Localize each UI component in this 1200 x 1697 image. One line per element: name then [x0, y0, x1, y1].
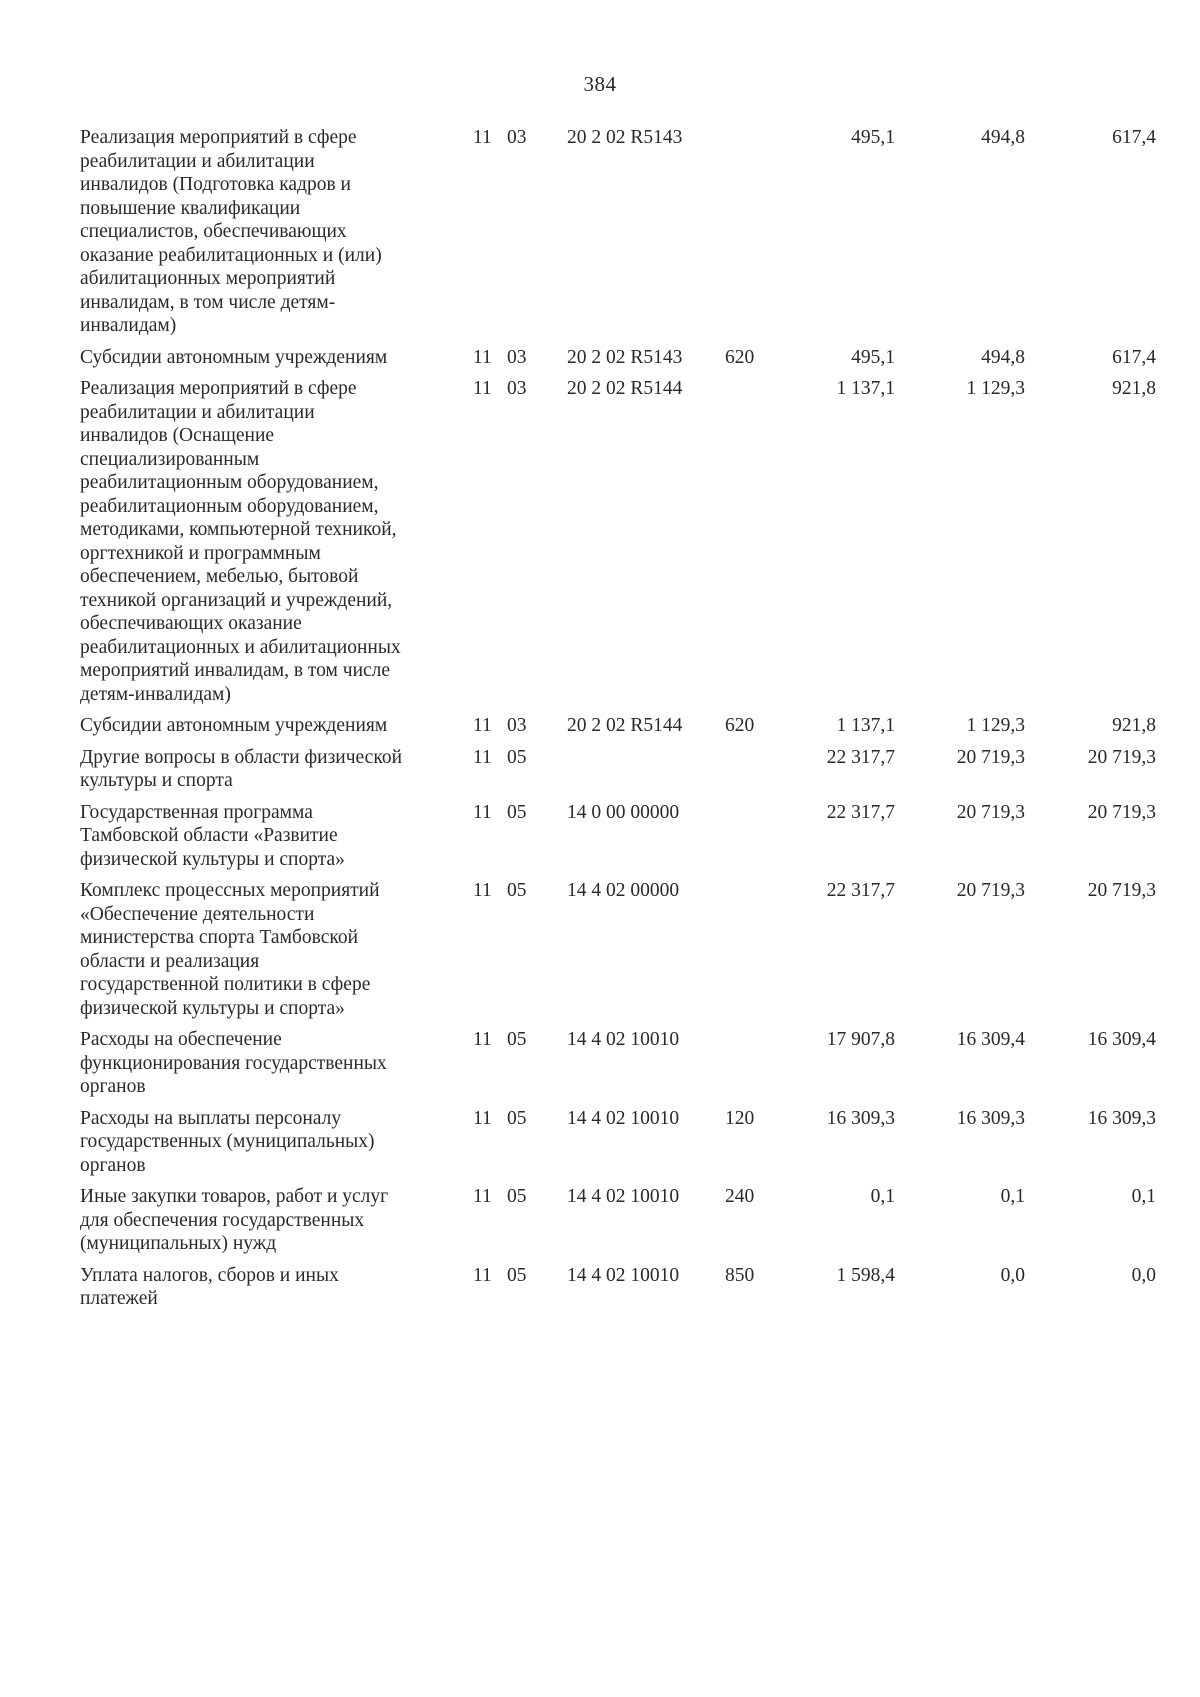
row-subsection: 05: [507, 1186, 527, 1207]
budget-table: [80, 126, 1176, 1319]
row-section: 11: [473, 1264, 492, 1286]
row-section: 11: [473, 1107, 492, 1129]
table-row: [80, 1107, 1176, 1186]
row-subsection: 05: [507, 880, 527, 901]
row-target-code: 20 2 02 R5144: [567, 715, 683, 736]
row-value-3: 0,1: [1131, 1186, 1156, 1207]
row-subsection: 03: [507, 378, 527, 399]
row-value-1: 17 907,8: [826, 1029, 895, 1050]
row-name: Субсидии автономным учреждениям: [80, 346, 388, 368]
row-subsection: 05: [507, 1264, 527, 1286]
row-name: Уплата налогов, сборов и иных платежей: [80, 1264, 339, 1309]
row-name: Расходы на обеспечение функционирования государственных органов: [80, 1029, 387, 1097]
row-value-3: 20 719,3: [1087, 746, 1156, 768]
table-row: [80, 801, 1176, 880]
table-row: [80, 1185, 1176, 1264]
row-value-1: 0,1: [870, 1186, 895, 1207]
row-value-3: 16 309,3: [1087, 1107, 1156, 1129]
row-target-code: 14 4 02 10010: [567, 1029, 680, 1050]
row-name: Реализация мероприятий в сфере реабилитации и абилитации инвалидов (Оснащение специализированным реабилитационным оборудованием, реабилитационным оборудованием, методиками, компьютерной техникой, оргтехникой и программным обеспечением, мебелью, бытовой техникой организаций и учреждений, обеспечивающих оказание реабилитационных и абилитационных мероприятий инвалидам, в том числе детям-инвалидам): [80, 378, 401, 705]
row-target-code: 20 2 02 R5144: [567, 378, 683, 399]
row-value-2: 20 719,3: [956, 880, 1025, 901]
row-name: Комплекс процессных мероприятий «Обеспечение деятельности министерства спорта Тамбовской области и реализация государственной политики в сфере физической культуры и спорта»: [80, 880, 380, 1019]
row-value-2: 494,8: [981, 127, 1025, 148]
row-name: Другие вопросы в области физической культуры и спорта: [80, 746, 403, 791]
row-target-code: 20 2 02 R5143: [567, 127, 683, 148]
row-value-2: 16 309,3: [956, 1107, 1025, 1129]
row-value-3: 617,4: [1112, 127, 1156, 148]
row-value-3: 20 719,3: [1087, 880, 1156, 901]
row-subsection: 03: [507, 715, 527, 736]
row-expense-type: 120: [725, 1107, 755, 1129]
row-subsection: 05: [507, 746, 527, 768]
row-value-2: 1 129,3: [966, 715, 1025, 736]
row-value-1: 22 317,7: [826, 880, 895, 901]
table-row: [80, 346, 1176, 378]
table-row: [80, 746, 1176, 801]
row-value-2: 16 309,4: [956, 1029, 1025, 1050]
row-value-1: 495,1: [851, 127, 895, 148]
row-subsection: 03: [507, 346, 527, 368]
row-subsection: 05: [507, 1107, 527, 1129]
table-row: [80, 714, 1176, 746]
row-target-code: 14 4 02 10010: [567, 1264, 680, 1286]
row-value-1: 22 317,7: [826, 801, 895, 823]
row-name: Государственная программа Тамбовской области «Развитие физической культуры и спорта»: [80, 801, 345, 870]
row-value-3: 16 309,4: [1087, 1029, 1156, 1050]
page-number: 384: [583, 72, 617, 96]
row-value-2: 1 129,3: [966, 378, 1025, 399]
row-name: Реализация мероприятий в сфере реабилитации и абилитации инвалидов (Подготовка кадров и повышение квалификации специалистов, обеспечивающих оказание реабилитационных и (или) абилитационных мероприятий инвалидам, в том числе детям- инвалидам): [80, 127, 382, 336]
row-value-1: 1 137,1: [836, 378, 895, 399]
row-expense-type: 240: [725, 1186, 755, 1207]
row-value-1: 16 309,3: [826, 1107, 895, 1129]
row-value-3: 0,0: [1131, 1264, 1156, 1286]
row-value-1: 1 598,4: [836, 1264, 895, 1286]
row-value-1: 1 137,1: [836, 715, 895, 736]
row-value-3: 921,8: [1112, 378, 1156, 399]
row-value-3: 20 719,3: [1087, 801, 1156, 823]
row-section: 11: [473, 127, 492, 148]
row-section: 11: [473, 801, 492, 823]
row-value-2: 0,0: [1000, 1264, 1025, 1286]
row-expense-type: 620: [725, 346, 755, 368]
table-row: [80, 879, 1176, 1028]
row-section: 11: [473, 715, 492, 736]
row-name: Субсидии автономным учреждениям: [80, 715, 388, 736]
table-row: [80, 126, 1176, 346]
row-value-1: 495,1: [851, 346, 895, 368]
row-section: 11: [473, 880, 492, 901]
table-row: [80, 377, 1176, 714]
row-expense-type: 620: [725, 715, 755, 736]
table-row: [80, 1264, 1176, 1319]
row-value-3: 921,8: [1112, 715, 1156, 736]
row-target-code: 14 4 02 10010: [567, 1186, 680, 1207]
row-target-code: 20 2 02 R5143: [567, 346, 683, 368]
row-subsection: 03: [507, 127, 527, 148]
row-expense-type: 850: [725, 1264, 755, 1286]
row-subsection: 05: [507, 1029, 527, 1050]
row-value-2: 20 719,3: [956, 801, 1025, 823]
row-value-3: 617,4: [1112, 346, 1156, 368]
table-row: [80, 1028, 1176, 1107]
row-target-code: 14 4 02 00000: [567, 880, 680, 901]
row-section: 11: [473, 1186, 492, 1207]
row-section: 11: [473, 346, 492, 368]
row-section: 11: [473, 746, 492, 768]
row-subsection: 05: [507, 801, 527, 823]
row-value-2: 20 719,3: [956, 746, 1025, 768]
row-target-code: 14 4 02 10010: [567, 1107, 680, 1129]
row-value-2: 0,1: [1000, 1186, 1025, 1207]
row-name: Иные закупки товаров, работ и услуг для обеспечения государственных (муниципальных) нужд: [80, 1186, 389, 1254]
row-section: 11: [473, 1029, 492, 1050]
row-target-code: 14 0 00 00000: [567, 801, 680, 823]
row-name: Расходы на выплаты персоналу государственных (муниципальных) органов: [80, 1107, 375, 1176]
row-section: 11: [473, 378, 492, 399]
row-value-1: 22 317,7: [826, 746, 895, 768]
row-value-2: 494,8: [981, 346, 1025, 368]
